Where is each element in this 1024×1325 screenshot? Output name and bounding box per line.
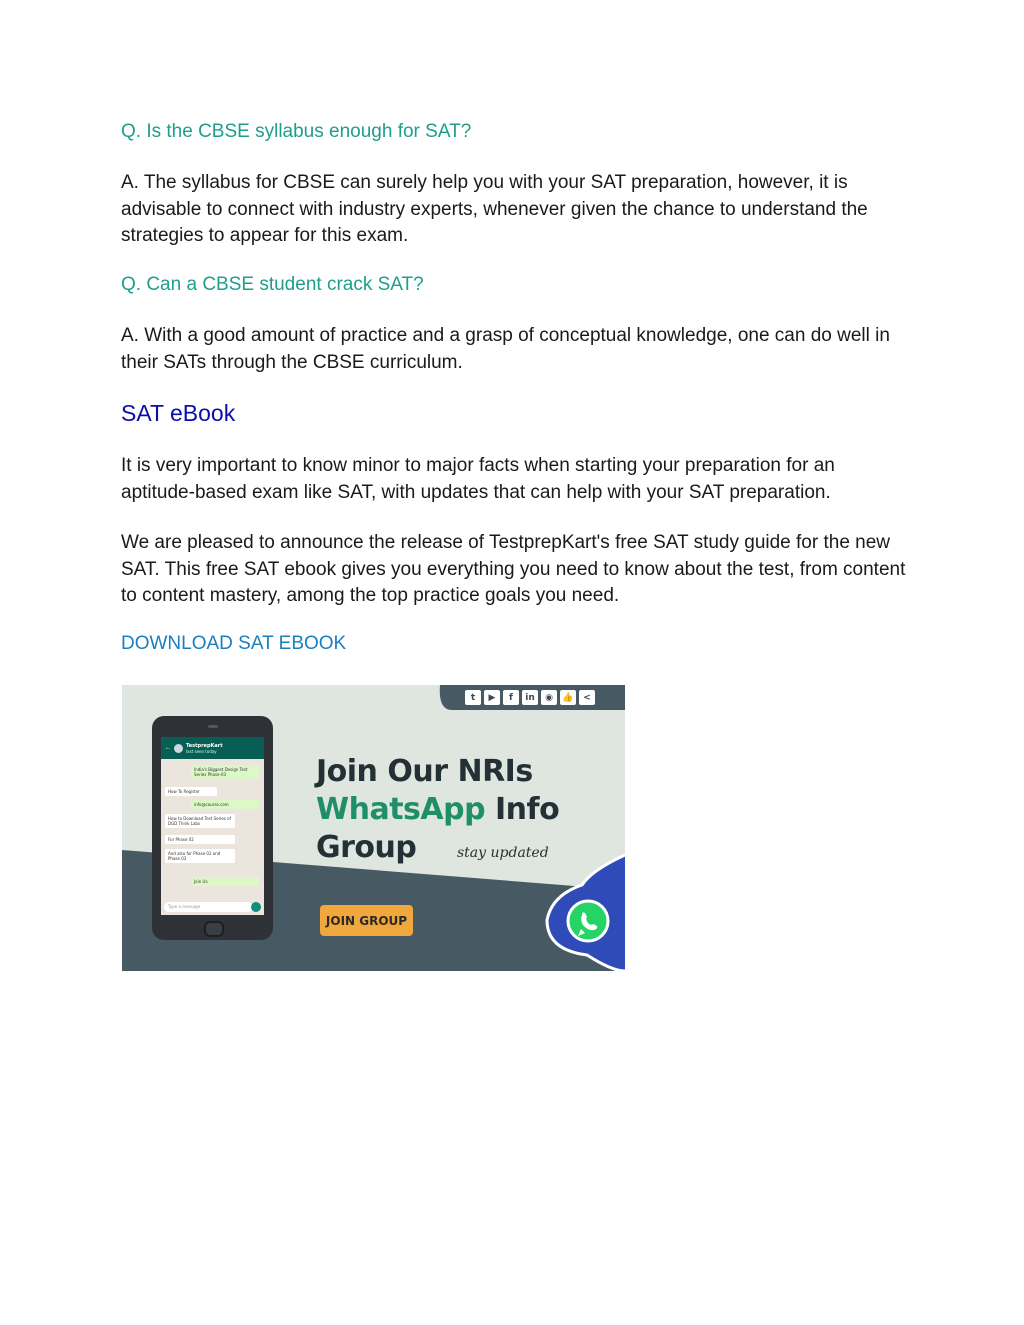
phone-mockup xyxy=(152,716,273,940)
facebook-icon[interactable]: f xyxy=(503,690,519,705)
headline-line-3: Group xyxy=(316,830,417,865)
social-icons-row xyxy=(465,690,595,705)
contact-status: last seen today xyxy=(186,748,217,754)
headline-line-1: Join Our NRIs xyxy=(316,754,533,789)
like-icon[interactable]: 👍 xyxy=(560,690,576,705)
linkedin-icon[interactable]: in xyxy=(522,690,538,705)
whatsapp-logo-icon xyxy=(568,901,608,941)
mic-icon xyxy=(251,902,261,912)
youtube-icon[interactable]: ▶ xyxy=(484,690,500,705)
headline-whatsapp: WhatsApp xyxy=(316,792,486,827)
contact-name: TestprepKart xyxy=(186,742,223,749)
ebook-paragraph-2: We are pleased to announce the release of TestprepKart's free SAT study guide for the new SAT. This free SAT ebook gives you everything you need to know about the test, from content to content mastery, among the top practice goals you need. xyxy=(121,532,906,606)
chat-message: How to Download Test Series of DGD Think Labs xyxy=(165,814,235,828)
chat-header xyxy=(161,737,264,759)
faq-answer-1: A. The syllabus for CBSE can surely help you with your SAT preparation, however, it is advisable to connect with industry experts, whenever given the chance to understand the strategies to appear for this exam. xyxy=(121,172,868,246)
chat-message: info@course.com xyxy=(191,800,259,809)
ebook-paragraph-1: It is very important to know minor to major facts when starting your preparation for an aptitude-based exam like SAT, with updates that can help with your SAT preparation. xyxy=(121,455,835,503)
message-input: Type a message xyxy=(164,902,253,912)
headline-line-2 xyxy=(316,791,559,829)
share-icon[interactable]: < xyxy=(579,690,595,705)
chat-message: For Phase 02 xyxy=(165,835,235,844)
back-arrow-icon: ← xyxy=(165,745,171,751)
whatsapp-group-banner[interactable] xyxy=(122,685,625,971)
phone-home-button xyxy=(204,921,224,937)
faq-question-2: Q. Can a CBSE student crack SAT? xyxy=(121,274,424,295)
section-heading: SAT eBook xyxy=(121,400,236,426)
avatar xyxy=(174,744,183,753)
chat-message: And also for Phase 02 and Phase 03 xyxy=(165,849,235,863)
twitter-icon[interactable]: t xyxy=(465,690,481,705)
faq-question-1: Q. Is the CBSE syllabus enough for SAT? xyxy=(121,121,472,142)
join-group-button[interactable]: JOIN GROUP xyxy=(320,905,413,936)
chat-message: Join Us xyxy=(191,877,259,886)
podcast-icon[interactable]: ◉ xyxy=(541,690,557,705)
chat-message: How To Register xyxy=(165,787,217,796)
whatsapp-chat-screen xyxy=(161,737,264,915)
chat-message: India's Biggest Design Test Series Phase-03 xyxy=(191,765,259,779)
download-ebook-link[interactable]: DOWNLOAD SAT EBOOK xyxy=(121,633,347,654)
faq-answer-2: A. With a good amount of practice and a grasp of conceptual knowledge, one can do well in their SATs through the CBSE curriculum. xyxy=(121,325,890,373)
headline-info: Info xyxy=(485,792,560,827)
banner-tagline: stay updated xyxy=(457,845,549,861)
phone-camera xyxy=(208,725,218,728)
